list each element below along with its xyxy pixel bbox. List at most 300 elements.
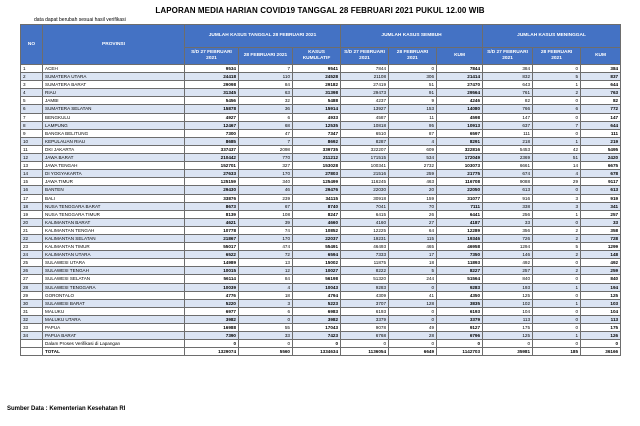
value-cell: 7347: [293, 129, 341, 137]
value-cell: 259: [389, 170, 437, 178]
value-cell: 356: [483, 226, 533, 234]
province-name: BANGKA BELITUNG: [43, 129, 185, 137]
value-cell: 5495: [581, 145, 621, 153]
value-cell: 384: [581, 65, 621, 73]
value-cell: 15914: [293, 105, 341, 113]
value-cell: 4309: [341, 291, 389, 299]
row-number: 25: [21, 259, 43, 267]
header-meninggal-kum: KUM: [581, 48, 621, 65]
value-cell: 17043: [293, 324, 341, 332]
value-cell: 111: [483, 129, 533, 137]
value-cell: 4: [239, 283, 293, 291]
value-cell: 8247: [293, 210, 341, 218]
value-cell: 0: [239, 315, 293, 323]
value-cell: 3: [239, 299, 293, 307]
table-row: [21, 97, 621, 105]
value-cell: 4587: [341, 113, 389, 121]
header-group-sembuh: JUMLAH KASUS SEMBUH: [341, 25, 483, 48]
value-cell: 125: [581, 291, 621, 299]
value-cell: 218: [483, 137, 533, 145]
value-cell: 7350: [437, 251, 483, 259]
row-number: 18: [21, 202, 43, 210]
value-cell: 2732: [389, 162, 437, 170]
value-cell: 6: [239, 113, 293, 121]
row-number: 15: [21, 178, 43, 186]
value-cell: 3: [533, 194, 581, 202]
value-cell: 239: [239, 194, 293, 202]
value-cell: 0: [389, 283, 437, 291]
table-row: [21, 162, 621, 170]
value-cell: 0: [533, 129, 581, 137]
value-cell: 70: [389, 202, 437, 210]
value-cell: 125: [483, 332, 533, 340]
value-cell: 22030: [341, 186, 389, 194]
province-name: Dalam Proses Verifikasi di Lapangan: [43, 340, 185, 348]
row-number: 1: [21, 65, 43, 73]
value-cell: 7: [239, 137, 293, 145]
value-cell: 770: [239, 154, 293, 162]
value-cell: 0: [389, 65, 437, 73]
value-cell: 30918: [341, 194, 389, 202]
value-cell: 4237: [341, 97, 389, 105]
row-number: 17: [21, 194, 43, 202]
row-number: 2: [21, 73, 43, 81]
value-cell: 1136054: [341, 348, 389, 356]
value-cell: 0: [389, 340, 437, 348]
table-row: [21, 81, 621, 89]
value-cell: 837: [581, 73, 621, 81]
province-name: GORONTALO: [43, 291, 185, 299]
value-cell: 1: [533, 299, 581, 307]
value-cell: 2: [533, 226, 581, 234]
value-cell: 5560: [239, 348, 293, 356]
value-cell: 338: [483, 202, 533, 210]
value-cell: 67: [239, 202, 293, 210]
row-number: 9: [21, 129, 43, 137]
value-cell: 9117: [581, 178, 621, 186]
value-cell: 2098: [239, 145, 293, 153]
total-row: [21, 348, 621, 356]
value-cell: 3: [533, 202, 581, 210]
value-cell: 0: [533, 97, 581, 105]
row-number: 23: [21, 243, 43, 251]
value-cell: 128: [389, 299, 437, 307]
value-cell: 35981: [483, 348, 533, 356]
province-name: JAWA TENGAH: [43, 162, 185, 170]
value-cell: 82: [483, 97, 533, 105]
value-cell: 10027: [293, 267, 341, 275]
value-cell: 55017: [185, 243, 239, 251]
value-cell: 637: [483, 121, 533, 129]
table-row: [21, 259, 621, 267]
row-number: 29: [21, 291, 43, 299]
report-table-container: [20, 24, 620, 356]
value-cell: 766: [483, 105, 533, 113]
value-cell: 4: [389, 137, 437, 145]
row-number: 24: [21, 251, 43, 259]
value-cell: 0: [533, 291, 581, 299]
value-cell: 27419: [341, 81, 389, 89]
value-cell: 257: [581, 210, 621, 218]
row-number: 34: [21, 332, 43, 340]
value-cell: 0: [533, 307, 581, 315]
value-cell: 12467: [185, 121, 239, 129]
value-cell: 6649: [389, 348, 437, 356]
row-number: 30: [21, 299, 43, 307]
value-cell: 6: [533, 105, 581, 113]
value-cell: 175: [483, 324, 533, 332]
value-cell: 7: [239, 65, 293, 73]
province-name: KALIMANTAN BARAT: [43, 218, 185, 226]
value-cell: 7390: [185, 332, 239, 340]
province-name: RIAU: [43, 89, 185, 97]
value-cell: 31077: [437, 194, 483, 202]
value-cell: 772: [581, 105, 621, 113]
province-name: LAMPUNG: [43, 121, 185, 129]
value-cell: 100341: [341, 162, 389, 170]
header-meninggal-28: 28 FEBRUARI 2021: [533, 48, 581, 65]
header-group-meninggal: JUMLAH KASUS MENINGGAL: [483, 25, 621, 48]
value-cell: 761: [483, 89, 533, 97]
value-cell: 21775: [437, 170, 483, 178]
value-cell: 916: [483, 194, 533, 202]
row-number: 8: [21, 121, 43, 129]
row-number: [21, 340, 43, 348]
value-cell: 14080: [437, 105, 483, 113]
value-cell: 340: [239, 178, 293, 186]
row-number: 21: [21, 226, 43, 234]
value-cell: 56114: [185, 275, 239, 283]
value-cell: 6441: [437, 210, 483, 218]
value-cell: 10015: [185, 267, 239, 275]
value-cell: 34115: [293, 194, 341, 202]
value-cell: 21108: [341, 73, 389, 81]
value-cell: 644: [581, 121, 621, 129]
value-cell: 2: [533, 251, 581, 259]
value-cell: 8685: [185, 137, 239, 145]
table-row: [21, 283, 621, 291]
table-row: [21, 170, 621, 178]
value-cell: 384: [483, 65, 533, 73]
value-cell: 0: [533, 340, 581, 348]
value-cell: 104: [483, 307, 533, 315]
value-cell: 644: [581, 81, 621, 89]
value-cell: 72: [239, 251, 293, 259]
province-name: DI YOGYAKARTA: [43, 170, 185, 178]
table-row: [21, 129, 621, 137]
row-number: 26: [21, 267, 43, 275]
row-number: 28: [21, 283, 43, 291]
table-row: [21, 210, 621, 218]
value-cell: 0: [533, 275, 581, 283]
value-cell: 9078: [341, 324, 389, 332]
value-cell: 194: [581, 283, 621, 291]
value-cell: 8673: [185, 202, 239, 210]
value-cell: 8139: [185, 210, 239, 218]
value-cell: 6977: [185, 307, 239, 315]
value-cell: 0: [293, 340, 341, 348]
value-cell: 7: [533, 121, 581, 129]
value-cell: 152701: [185, 162, 239, 170]
value-cell: 95: [389, 121, 437, 129]
row-number: 13: [21, 162, 43, 170]
row-number: 33: [21, 324, 43, 332]
value-cell: 3982: [293, 315, 341, 323]
value-cell: 29430: [185, 186, 239, 194]
province-name: SULAWESI UTARA: [43, 259, 185, 267]
table-row: [21, 275, 621, 283]
value-cell: 1329074: [185, 348, 239, 356]
value-cell: 474: [239, 243, 293, 251]
province-name: KALIMANTAN TIMUR: [43, 243, 185, 251]
table-row: [21, 202, 621, 210]
value-cell: 26: [389, 210, 437, 218]
table-row: [21, 73, 621, 81]
value-cell: 9283: [437, 283, 483, 291]
value-cell: 0: [389, 307, 437, 315]
value-cell: 0: [483, 340, 533, 348]
province-name: SUMATERA UTARA: [43, 73, 185, 81]
value-cell: 1294: [483, 243, 533, 251]
province-name: TOTAL: [43, 348, 185, 356]
value-cell: 126: [581, 332, 621, 340]
value-cell: 42: [533, 145, 581, 153]
value-cell: 3707: [341, 299, 389, 307]
value-cell: 1: [533, 81, 581, 89]
value-cell: 20: [389, 186, 437, 194]
value-cell: 41: [389, 291, 437, 299]
value-cell: 6193: [341, 307, 389, 315]
province-name: KEPULAUAN RIAU: [43, 137, 185, 145]
verification-note: data dapat berubah sesuai hasil verifikasi: [34, 17, 126, 23]
value-cell: 17: [389, 251, 437, 259]
value-cell: 10852: [293, 226, 341, 234]
value-cell: 6193: [437, 307, 483, 315]
table-row: [21, 89, 621, 97]
value-cell: 84: [239, 275, 293, 283]
value-cell: 210442: [185, 154, 239, 162]
value-cell: 463: [389, 178, 437, 186]
value-cell: 5223: [293, 299, 341, 307]
value-cell: 47: [239, 129, 293, 137]
value-cell: 4187: [437, 218, 483, 226]
value-cell: 8291: [437, 137, 483, 145]
value-cell: 102: [483, 299, 533, 307]
value-cell: 11875: [341, 259, 389, 267]
value-cell: 36166: [581, 348, 621, 356]
value-cell: 49: [389, 324, 437, 332]
value-cell: 0: [389, 315, 437, 323]
value-cell: 103073: [437, 162, 483, 170]
province-name: SUMATERA BARAT: [43, 81, 185, 89]
table-row: [21, 218, 621, 226]
value-cell: 19346: [437, 234, 483, 242]
value-cell: 9534: [185, 65, 239, 73]
value-cell: 726: [483, 234, 533, 242]
value-cell: 22050: [437, 186, 483, 194]
value-cell: 15878: [185, 105, 239, 113]
header-kasus-kumulatif: KASUS KUMULATIF: [293, 48, 341, 65]
value-cell: 9: [389, 97, 437, 105]
province-name: JAWA BARAT: [43, 154, 185, 162]
value-cell: 840: [581, 275, 621, 283]
value-cell: 153028: [293, 162, 341, 170]
row-number: 31: [21, 307, 43, 315]
value-cell: 74: [239, 226, 293, 234]
value-cell: 125499: [293, 178, 341, 186]
table-row: [21, 226, 621, 234]
header-sembuh-28: 28 FEBRUARI 2021: [389, 48, 437, 65]
value-cell: 36: [239, 105, 293, 113]
value-cell: 678: [581, 170, 621, 178]
value-cell: 0: [239, 340, 293, 348]
table-row: [21, 65, 621, 73]
value-cell: 613: [581, 186, 621, 194]
province-name: JAMBI: [43, 97, 185, 105]
value-cell: 55491: [293, 243, 341, 251]
value-cell: 492: [483, 259, 533, 267]
province-name: MALUKU: [43, 307, 185, 315]
value-cell: 339735: [293, 145, 341, 153]
value-cell: 51: [389, 81, 437, 89]
value-cell: 4246: [437, 97, 483, 105]
value-cell: 0: [533, 315, 581, 323]
header-provinsi: PROVINSI: [43, 25, 185, 65]
value-cell: 56198: [293, 275, 341, 283]
value-cell: 21414: [437, 73, 483, 81]
province-name: BANTEN: [43, 186, 185, 194]
province-name: KALIMANTAN TENGAH: [43, 226, 185, 234]
value-cell: 116245: [341, 178, 389, 186]
table-row: [21, 154, 621, 162]
value-cell: 322816: [437, 145, 483, 153]
value-cell: 609: [389, 145, 437, 153]
table-row: [21, 340, 621, 348]
table-row: [21, 145, 621, 153]
value-cell: 6675: [581, 162, 621, 170]
province-name: PAPUA: [43, 324, 185, 332]
value-cell: 7844: [341, 65, 389, 73]
value-cell: 185: [533, 348, 581, 356]
value-cell: 244: [389, 275, 437, 283]
table-row: [21, 234, 621, 242]
value-cell: 4933: [293, 113, 341, 121]
value-cell: 259: [581, 267, 621, 275]
value-cell: 6522: [185, 251, 239, 259]
header-sembuh-sd27: S/D 27 FEBRUARI 2021: [341, 48, 389, 65]
value-cell: 12289: [437, 226, 483, 234]
value-cell: 147: [483, 113, 533, 121]
table-row: [21, 251, 621, 259]
value-cell: 64: [389, 226, 437, 234]
value-cell: 4350: [437, 291, 483, 299]
row-number: 32: [21, 315, 43, 323]
value-cell: 10039: [185, 283, 239, 291]
value-cell: 10778: [185, 226, 239, 234]
value-cell: 29564: [437, 89, 483, 97]
value-cell: 84: [239, 81, 293, 89]
value-cell: 0: [185, 340, 239, 348]
value-cell: 153: [389, 105, 437, 113]
value-cell: 643: [483, 81, 533, 89]
province-name: SULAWESI TENGGARA: [43, 283, 185, 291]
table-row: [21, 186, 621, 194]
row-number: [21, 348, 43, 356]
value-cell: 15002: [293, 259, 341, 267]
value-cell: 0: [533, 186, 581, 194]
value-cell: 6510: [341, 129, 389, 137]
value-cell: 12225: [341, 226, 389, 234]
value-cell: 5: [389, 267, 437, 275]
table-row: [21, 332, 621, 340]
value-cell: 10913: [437, 121, 483, 129]
value-cell: 39: [239, 218, 293, 226]
value-cell: 104: [581, 307, 621, 315]
value-cell: 148: [581, 251, 621, 259]
value-cell: 7111: [437, 202, 483, 210]
value-cell: 29098: [185, 81, 239, 89]
value-cell: 0: [533, 259, 581, 267]
value-cell: 306: [389, 73, 437, 81]
value-cell: 0: [581, 340, 621, 348]
value-cell: 6597: [437, 129, 483, 137]
value-cell: 18: [389, 259, 437, 267]
value-cell: 0: [533, 65, 581, 73]
value-cell: 9127: [437, 324, 483, 332]
value-cell: 5220: [185, 299, 239, 307]
value-cell: 3982: [185, 315, 239, 323]
value-cell: 29476: [293, 186, 341, 194]
row-number: 4: [21, 89, 43, 97]
province-name: KALIMANTAN SELATAN: [43, 234, 185, 242]
value-cell: 6594: [293, 251, 341, 259]
value-cell: 6983: [293, 307, 341, 315]
value-cell: 6415: [341, 210, 389, 218]
province-name: SUMATERA SELATAN: [43, 105, 185, 113]
value-cell: 29182: [293, 81, 341, 89]
value-cell: 0: [437, 340, 483, 348]
value-cell: 613: [483, 186, 533, 194]
row-number: 20: [21, 218, 43, 226]
value-cell: 33876: [185, 194, 239, 202]
value-cell: 322207: [341, 145, 389, 153]
value-cell: 68: [239, 121, 293, 129]
value-cell: 29: [533, 178, 581, 186]
value-cell: 21867: [185, 234, 239, 242]
row-number: 14: [21, 170, 43, 178]
value-cell: 0: [341, 340, 389, 348]
value-cell: 5: [533, 73, 581, 81]
value-cell: 0: [533, 113, 581, 121]
value-cell: 8227: [437, 267, 483, 275]
value-cell: 219: [581, 137, 621, 145]
covid-report-table: [20, 24, 621, 356]
value-cell: 4160: [341, 218, 389, 226]
value-cell: 5: [533, 243, 581, 251]
value-cell: 2420: [581, 154, 621, 162]
value-cell: 1334634: [293, 348, 341, 356]
table-row: [21, 267, 621, 275]
value-cell: 5456: [185, 97, 239, 105]
value-cell: 674: [483, 170, 533, 178]
province-name: JAWA TIMUR: [43, 178, 185, 186]
value-cell: 7041: [341, 202, 389, 210]
value-cell: 46: [239, 186, 293, 194]
value-cell: 6661: [483, 162, 533, 170]
value-cell: 8222: [341, 267, 389, 275]
province-name: NUSA TENGGARA TIMUR: [43, 210, 185, 218]
value-cell: 3379: [437, 315, 483, 323]
